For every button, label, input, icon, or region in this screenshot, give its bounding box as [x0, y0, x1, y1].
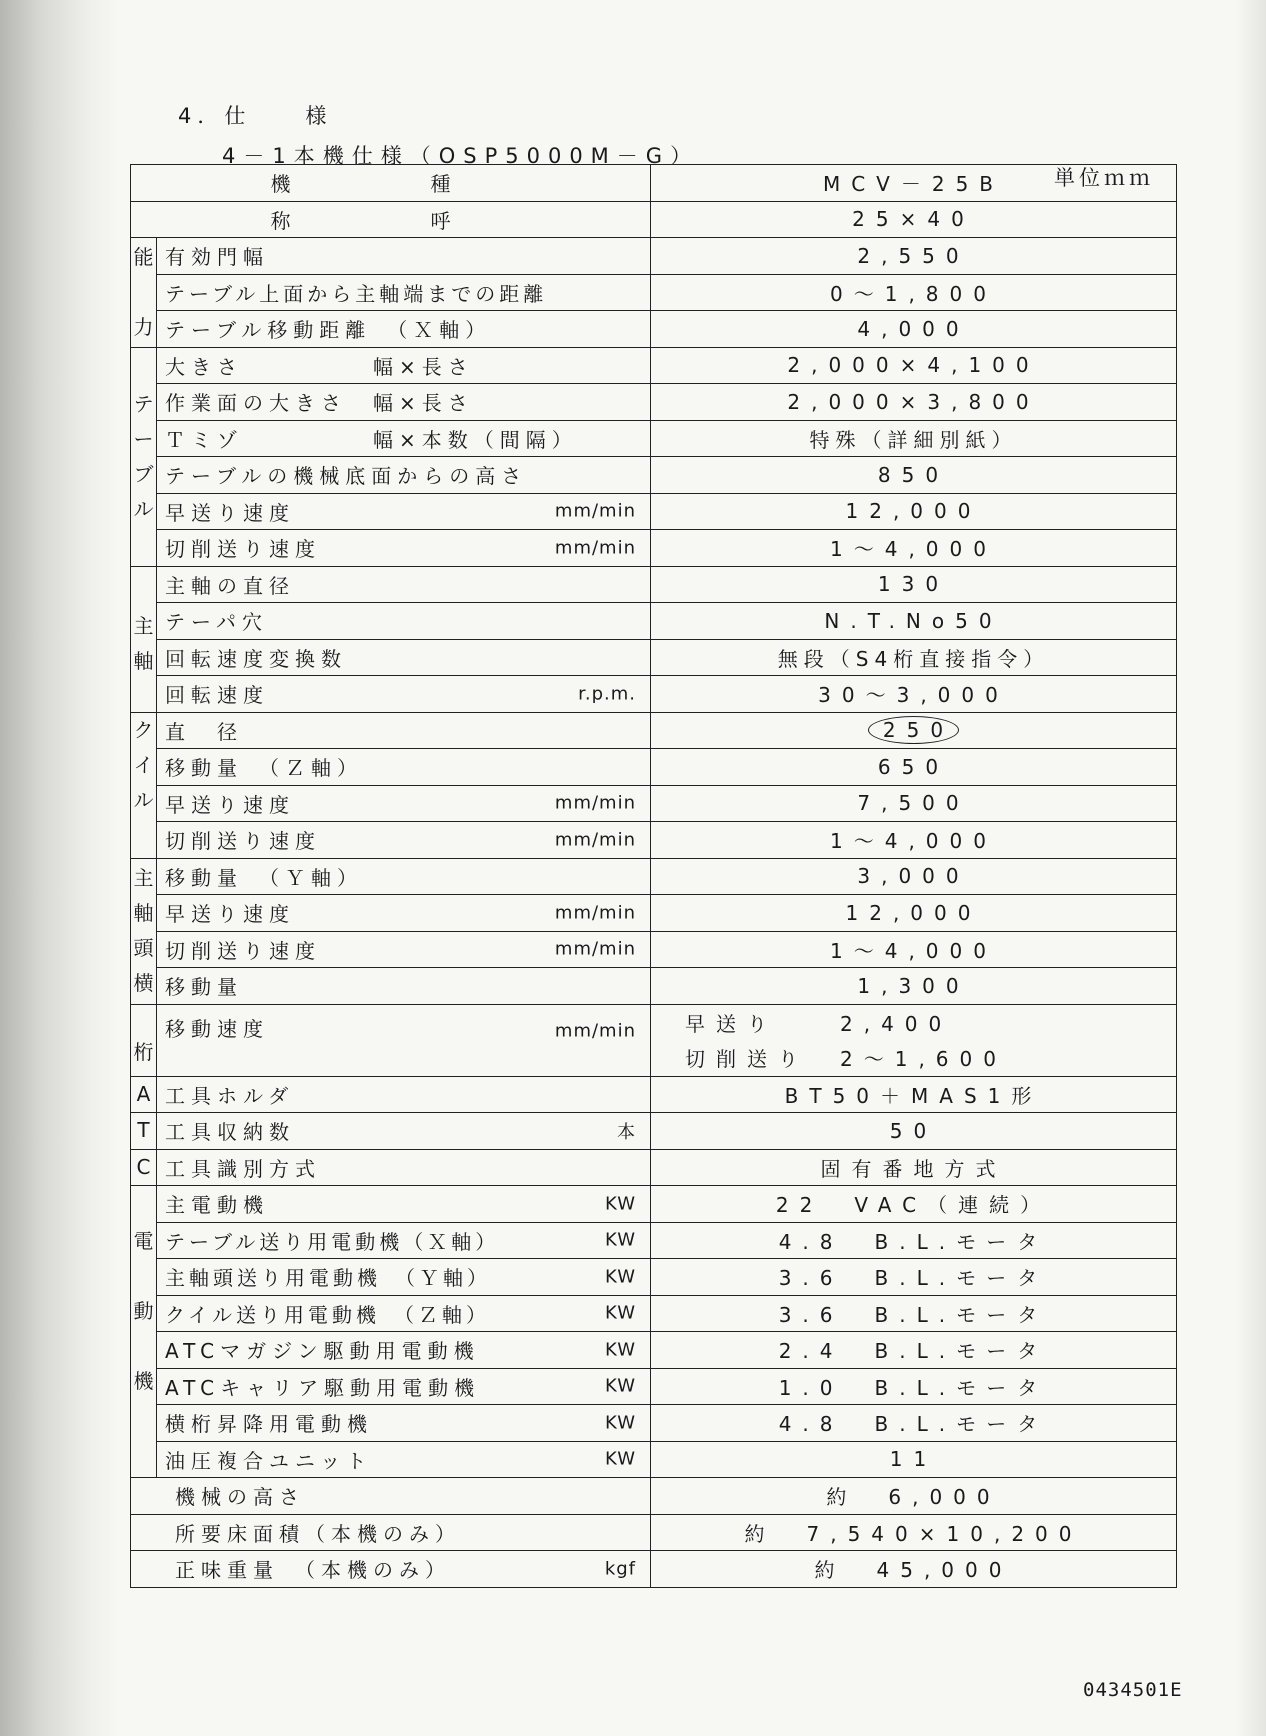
document-code: 0434501E — [1083, 1679, 1183, 1701]
table-row — [131, 676, 1177, 713]
table-row — [131, 603, 1177, 640]
table-row — [131, 1405, 1177, 1442]
table-row — [131, 968, 1177, 1005]
row-value: 3.6 B.L.モータ — [651, 1295, 1177, 1332]
row-value: 0～1,800 — [651, 274, 1177, 311]
name-label: 称 呼 — [131, 201, 651, 238]
table-row — [131, 931, 1177, 968]
row-label: 早送り速度 mm/min — [157, 895, 651, 932]
row-value: 3,000 — [651, 858, 1177, 895]
row-label: ATCマガジン駆動用電動機 KW — [157, 1332, 651, 1369]
row-label: Ｔミゾ 幅×本数（間隔） — [157, 420, 651, 457]
table-row — [131, 749, 1177, 786]
group-char: 横 — [133, 971, 154, 995]
group-char: ル — [133, 496, 154, 521]
group-quill — [131, 712, 157, 858]
table-row — [131, 274, 1177, 311]
row-label: テーブル上面から主軸端までの距離 — [157, 274, 651, 311]
spec-table — [130, 164, 1177, 1588]
group-char: 電 — [133, 1229, 154, 1253]
table-row — [131, 1222, 1177, 1259]
row-label: テーブルの機械底面からの高さ — [157, 457, 651, 494]
group-char: 頭 — [133, 936, 154, 960]
row-value: 22 VAC（連続） — [651, 1186, 1177, 1223]
table-row — [131, 457, 1177, 494]
row-value: 12,000 — [651, 493, 1177, 530]
row-value: 1～4,000 — [651, 530, 1177, 567]
table-row — [131, 311, 1177, 348]
row-label: 大きさ 幅×長さ — [157, 347, 651, 384]
table-row — [131, 1295, 1177, 1332]
row-value: 約 7,540×10,200 — [651, 1514, 1177, 1551]
group-char: ル — [133, 787, 154, 812]
table-row — [131, 1441, 1177, 1478]
table-row — [131, 712, 1177, 749]
row-label: 作業面の大きさ 幅×長さ — [157, 384, 651, 421]
row-label: 工具ホルダ — [157, 1076, 651, 1113]
group-char: テ — [133, 391, 154, 416]
group-char: 軸 — [133, 901, 154, 925]
row-label: テーパ穴 — [157, 603, 651, 640]
group-atc-a: A — [131, 1076, 157, 1113]
subsection-title: 4－1本機仕様（OSP5000M－G） — [222, 144, 700, 168]
group-char: 力 — [133, 314, 154, 339]
table-row — [131, 822, 1177, 859]
table-row — [131, 1368, 1177, 1405]
row-label: 有効門幅 — [157, 238, 651, 275]
group-char: 主 — [133, 614, 154, 638]
row-value: 11 — [651, 1441, 1177, 1478]
group-char: ク — [133, 717, 154, 742]
group-atc-t: T — [131, 1113, 157, 1150]
group-capacity — [131, 238, 157, 348]
row-value: 12,000 — [651, 895, 1177, 932]
group-motor — [131, 1186, 157, 1478]
row-label: 回転速度 r.p.m. — [157, 676, 651, 713]
group-char: ー — [133, 426, 154, 451]
row-label: 切削送り速度 mm/min — [157, 822, 651, 859]
table-row — [131, 1332, 1177, 1369]
model-label: 機 種 — [131, 165, 651, 202]
table-row — [131, 347, 1177, 384]
row-value: 1～4,000 — [651, 822, 1177, 859]
table-row — [131, 384, 1177, 421]
group-crossrail: 桁 — [131, 1004, 157, 1076]
group-char: 能 — [133, 244, 154, 269]
row-value: 1,300 — [651, 968, 1177, 1005]
row-value: 約 45,000 — [651, 1551, 1177, 1588]
row-label: 主軸頭送り用電動機 （Ｙ軸） KW — [157, 1259, 651, 1296]
scan-shadow-left — [0, 0, 120, 1736]
name-value: 25×40 — [651, 201, 1177, 238]
row-value: 1～4,000 — [651, 931, 1177, 968]
table-row — [131, 639, 1177, 676]
table-row — [131, 238, 1177, 275]
row-label: 工具識別方式 — [157, 1149, 651, 1186]
row-label: 主軸の直径 — [157, 566, 651, 603]
row-value: 30～3,000 — [651, 676, 1177, 713]
table-row — [131, 566, 1177, 603]
group-headstock — [131, 858, 157, 1004]
row-label: 移動量 （Ｙ軸） — [157, 858, 651, 895]
row-label: テーブル移動距離 （Ｘ軸） — [157, 311, 651, 348]
row-label: 切削送り速度 mm/min — [157, 530, 651, 567]
row-value: 850 — [651, 457, 1177, 494]
row-value: 2,000×4,100 — [651, 347, 1177, 384]
row-label: 横桁昇降用電動機 KW — [157, 1405, 651, 1442]
table-row — [131, 420, 1177, 457]
table-row — [131, 1551, 1177, 1588]
row-label: 直 径 — [157, 712, 651, 749]
table-row — [131, 165, 1177, 202]
row-value: 130 — [651, 566, 1177, 603]
table-row — [131, 858, 1177, 895]
row-label: 機械の高さ — [131, 1478, 651, 1515]
table-row — [131, 1186, 1177, 1223]
row-value — [651, 712, 1177, 749]
table-row — [131, 1478, 1177, 1515]
scan-shadow-right — [1236, 0, 1266, 1736]
row-value: 無段（S4桁直接指令） — [651, 639, 1177, 676]
row-value: 4,000 — [651, 311, 1177, 348]
row-value: 4.8 B.L.モータ — [651, 1405, 1177, 1442]
row-value: 約 6,000 — [651, 1478, 1177, 1515]
row-label: 所要床面積（本機のみ） — [131, 1514, 651, 1551]
table-row — [131, 493, 1177, 530]
group-table — [131, 347, 157, 566]
group-atc-c: C — [131, 1149, 157, 1186]
group-char: 機 — [133, 1369, 154, 1393]
row-value: 50 — [651, 1113, 1177, 1150]
table-row — [131, 1259, 1177, 1296]
row-value: 4.8 B.L.モータ — [651, 1222, 1177, 1259]
row-label: ATCキャリア駆動用電動機 KW — [157, 1368, 651, 1405]
table-row — [131, 201, 1177, 238]
row-label: 移動速度 mm/min — [157, 1004, 651, 1076]
row-value: 1.0 B.L.モータ — [651, 1368, 1177, 1405]
table-row — [131, 1004, 1177, 1040]
row-value: 7,500 — [651, 785, 1177, 822]
model-value: MCV－25B — [651, 165, 1177, 202]
row-value-2: 切削送り 2～1,600 — [651, 1040, 1177, 1076]
table-row — [131, 1076, 1177, 1113]
row-label: 正味重量 （本機のみ） kgf — [131, 1551, 651, 1588]
row-value: 固有番地方式 — [651, 1149, 1177, 1186]
group-char: ブ — [133, 461, 154, 486]
row-label: 主電動機 KW — [157, 1186, 651, 1223]
group-char: 主 — [133, 866, 154, 890]
unit-note: 単位ｍｍ — [1054, 166, 1154, 190]
group-char: 動 — [133, 1299, 154, 1323]
row-label: テーブル送り用電動機（Ｘ軸） KW — [157, 1222, 651, 1259]
row-label: 早送り速度 mm/min — [157, 785, 651, 822]
row-value: 2,000×3,800 — [651, 384, 1177, 421]
row-value: BT50＋MAS1形 — [651, 1076, 1177, 1113]
table-row — [131, 530, 1177, 567]
row-label: 回転速度変換数 — [157, 639, 651, 676]
table-row — [131, 895, 1177, 932]
group-spindle — [131, 566, 157, 712]
row-value: N.T.No50 — [651, 603, 1177, 640]
row-label: 油圧複合ユニット KW — [157, 1441, 651, 1478]
group-char: イ — [133, 752, 154, 777]
circled-value: 250 — [868, 716, 959, 744]
row-value: 2.4 B.L.モータ — [651, 1332, 1177, 1369]
row-value: 早送り 2,400 — [651, 1004, 1177, 1040]
row-value: 特殊（詳細別紙） — [651, 420, 1177, 457]
row-label: 切削送り速度 mm/min — [157, 931, 651, 968]
row-label: 早送り速度 mm/min — [157, 493, 651, 530]
row-value: 650 — [651, 749, 1177, 786]
row-label: クイル送り用電動機 （Ｚ軸） KW — [157, 1295, 651, 1332]
row-label: 移動量 （Ｚ軸） — [157, 749, 651, 786]
table-row — [131, 1149, 1177, 1186]
row-value: 3.6 B.L.モータ — [651, 1259, 1177, 1296]
row-label: 移動量 — [157, 968, 651, 1005]
group-char: 軸 — [133, 649, 154, 673]
table-row — [131, 1514, 1177, 1551]
table-row — [131, 1113, 1177, 1150]
table-row — [131, 785, 1177, 822]
section-title: 4．仕 様 — [178, 104, 333, 128]
row-value: 2,550 — [651, 238, 1177, 275]
row-label: 工具収納数 本 — [157, 1113, 651, 1150]
